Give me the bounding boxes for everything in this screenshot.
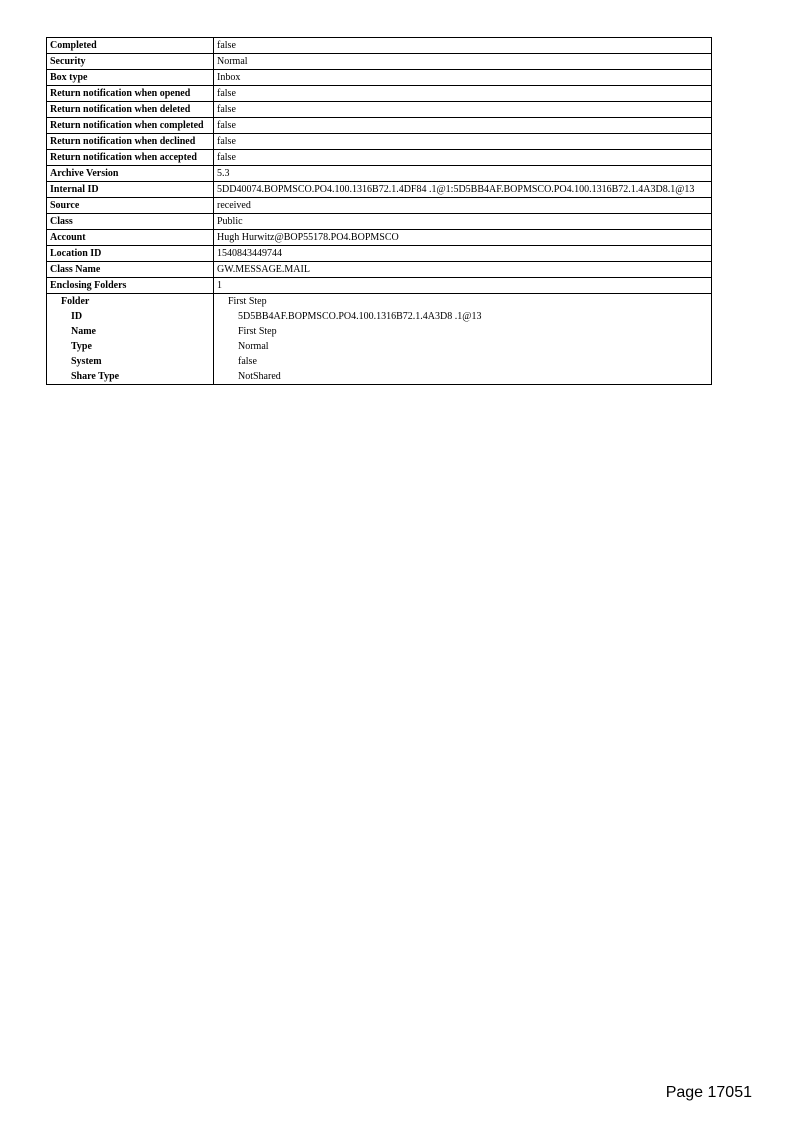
property-value: Inbox: [214, 70, 712, 86]
table-row: [47, 278, 712, 294]
property-label: Location ID: [47, 246, 214, 262]
property-label: Class: [47, 214, 214, 230]
property-value: false: [214, 150, 712, 166]
folder-item-row: [47, 339, 712, 354]
property-value: Normal: [214, 54, 712, 70]
folder-label: Folder: [47, 294, 214, 310]
folder-item-label: Name: [47, 324, 214, 339]
property-label: Source: [47, 198, 214, 214]
property-value: false: [214, 102, 712, 118]
property-label: Return notification when completed: [47, 118, 214, 134]
folder-item-label: System: [47, 354, 214, 369]
table-row: [47, 230, 712, 246]
folder-item-value: Normal: [214, 339, 712, 354]
property-label: Return notification when deleted: [47, 102, 214, 118]
folder-item-value: First Step: [214, 324, 712, 339]
property-label: Return notification when accepted: [47, 150, 214, 166]
property-label: Enclosing Folders: [47, 278, 214, 294]
table-row: [47, 70, 712, 86]
property-value: Public: [214, 214, 712, 230]
property-value: false: [214, 118, 712, 134]
folder-item-row: [47, 309, 712, 324]
table-row: [47, 134, 712, 150]
property-value: false: [214, 86, 712, 102]
property-value: GW.MESSAGE.MAIL: [214, 262, 712, 278]
folder-item-label: Type: [47, 339, 214, 354]
folder-item-label: Share Type: [47, 369, 214, 385]
property-value: false: [214, 134, 712, 150]
property-value: 1: [214, 278, 712, 294]
property-label: Security: [47, 54, 214, 70]
page-number: Page 17051: [665, 1084, 752, 1101]
property-value: 1540843449744: [214, 246, 712, 262]
table-row: [47, 102, 712, 118]
folder-item-value: 5D5BB4AF.BOPMSCO.PO4.100.1316B72.1.4A3D8 .1@13: [214, 309, 712, 324]
table-row: [47, 182, 712, 198]
property-label: Return notification when opened: [47, 86, 214, 102]
property-label: Class Name: [47, 262, 214, 278]
table-row: [47, 38, 712, 54]
folder-value: First Step: [214, 294, 712, 310]
table-row: [47, 214, 712, 230]
folder-item-row: [47, 369, 712, 385]
table-row: [47, 86, 712, 102]
folder-item-value: false: [214, 354, 712, 369]
table-row: [47, 166, 712, 182]
folder-item-value: NotShared: [214, 369, 712, 385]
property-label: Internal ID: [47, 182, 214, 198]
property-label: Archive Version: [47, 166, 214, 182]
property-label: Box type: [47, 70, 214, 86]
property-value: 5DD40074.BOPMSCO.PO4.100.1316B72.1.4DF84 .1@1:5D5BB4AF.BOPMSCO.PO4.100.1316B72.1.4A3D8.1@13: [214, 182, 712, 198]
property-label: Account: [47, 230, 214, 246]
table-row: [47, 54, 712, 70]
folder-item-label: ID: [47, 309, 214, 324]
property-label: Completed: [47, 38, 214, 54]
table-row: [47, 118, 712, 134]
property-value: false: [214, 38, 712, 54]
table-row: [47, 150, 712, 166]
properties-table: [46, 37, 712, 385]
table-row: [47, 198, 712, 214]
table-row: [47, 246, 712, 262]
property-value: 5.3: [214, 166, 712, 182]
folder-item-row: [47, 324, 712, 339]
folder-item-row: [47, 354, 712, 369]
property-value: Hugh Hurwitz@BOP55178.PO4.BOPMSCO: [214, 230, 712, 246]
property-value: received: [214, 198, 712, 214]
folder-row: [47, 294, 712, 310]
table-row: [47, 262, 712, 278]
property-label: Return notification when declined: [47, 134, 214, 150]
